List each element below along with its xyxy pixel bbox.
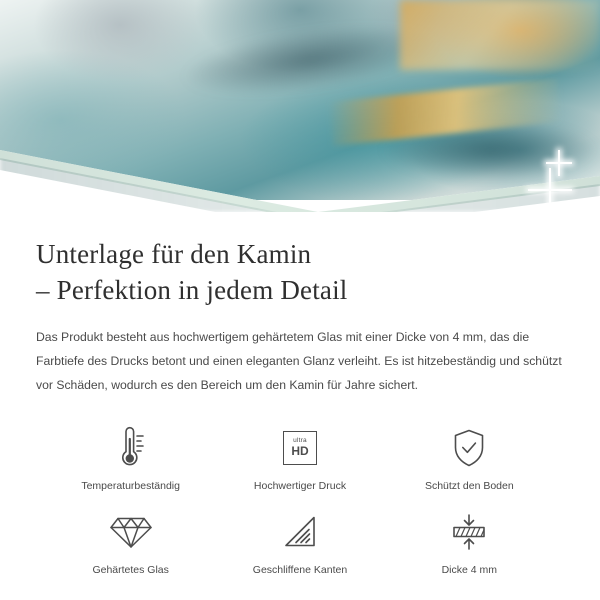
feature-item-polished-edges	[215, 508, 384, 576]
feature-label: Schützt den Boden	[424, 479, 514, 492]
feature-label: Hochwertiger Druck	[253, 479, 347, 492]
thickness-icon	[448, 508, 490, 556]
page-title-line-1: Unterlage für den Kamin	[36, 239, 312, 269]
feature-label: Temperaturbeständig	[81, 479, 180, 492]
page-title-line-2: – Perfektion in jedem Detail	[36, 275, 348, 306]
ultra-hd-badge-bottom: HD	[291, 444, 309, 459]
feature-item-temperature	[46, 424, 215, 492]
artwork-gold-wash	[400, 0, 600, 70]
hero-image	[0, 0, 600, 212]
diamond-icon	[109, 508, 153, 556]
feature-label: Dicke 4 mm	[441, 563, 498, 576]
page-title	[36, 236, 564, 308]
feature-grid	[36, 424, 564, 576]
feature-item-thickness	[385, 508, 554, 576]
shield-check-icon	[449, 424, 489, 472]
feature-item-print-quality	[215, 424, 384, 492]
feature-label: Gehärtetes Glas	[92, 563, 169, 576]
ultra-hd-badge-top: ultra	[293, 436, 307, 444]
feature-label: Geschliffene Kanten	[252, 563, 348, 576]
feature-item-tempered-glass	[46, 508, 215, 576]
thermometer-icon	[111, 424, 151, 472]
content-section	[0, 212, 600, 576]
feature-item-floor-protection	[385, 424, 554, 492]
description-paragraph: Das Produkt besteht aus hochwertigem gehärtetem Glas mit einer Dicke von 4 mm, das die Farbtiefe des Drucks betont und einen eleganten Glanz verleiht. Es ist hitzebeständig und schützt vor Schäden, wodurch es den Bereich um den Kamin für Jahre sichert.	[36, 330, 562, 392]
polished-edges-icon	[280, 508, 320, 556]
ultra-hd-icon	[283, 424, 317, 472]
